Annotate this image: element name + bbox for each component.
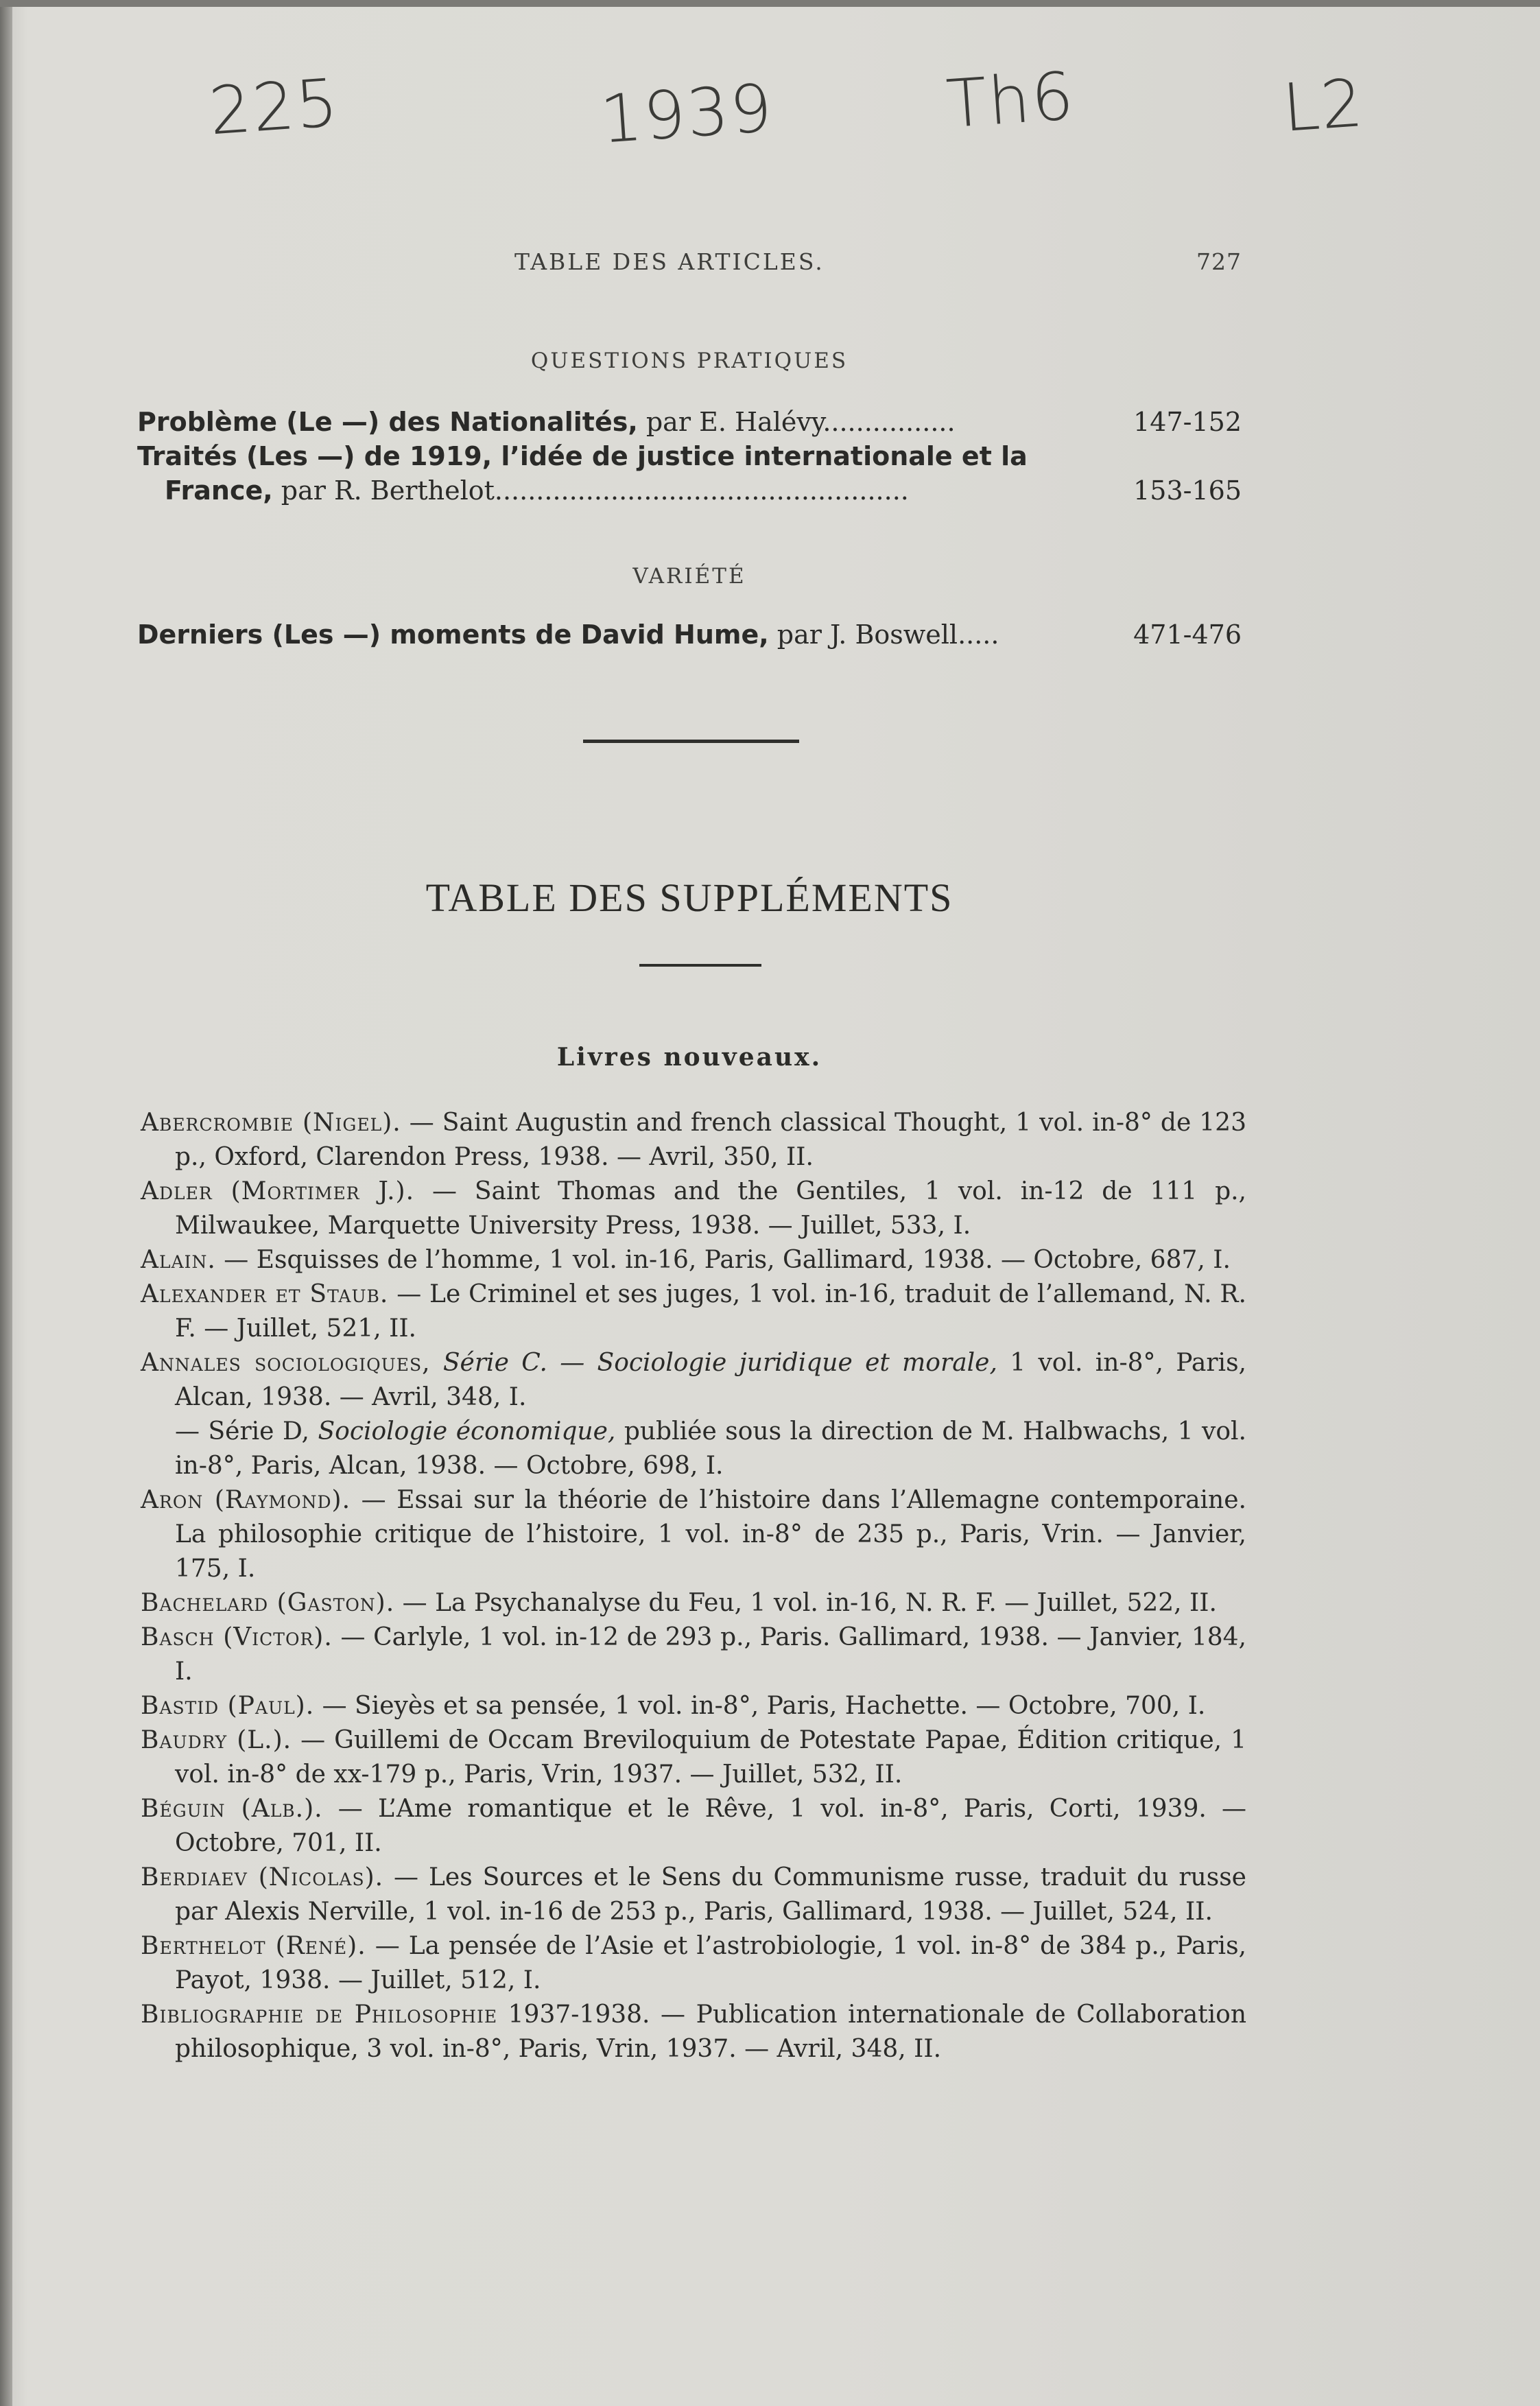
article-entry (137, 405, 1242, 439)
item-text: — La Psychanalyse du Feu, 1 vol. in-16, N. R. F. — Juillet, 522, II. (394, 1589, 1217, 1617)
list-item (141, 1346, 1246, 1415)
entry-pages: 147-152 (1133, 407, 1242, 437)
entry-author: par R. Berthelot (272, 475, 495, 506)
item-text: — Les Sources et le Sens du Communisme russe, traduit du russe par Alexis Nerville, 1 vol. in-16 de 253 p., Paris, Gallimard, 1938. — Juillet, 524, II. (175, 1863, 1246, 1926)
handwritten-note: 225 (206, 64, 342, 150)
list-item (141, 1723, 1246, 1792)
top-edge (0, 0, 1540, 7)
handwritten-code: Th6 (944, 57, 1078, 143)
item-author: Aron (Raymond). (141, 1486, 351, 1514)
entry-author: par E. Halévy (637, 407, 823, 437)
item-text: — Saint Augustin and french classical Thought, 1 vol. in-8° de 123 p., Oxford, Clarendon Press, 1938. — Avril, 350, II. (175, 1109, 1246, 1171)
item-text: — L’Ame romantique et le Rêve, 1 vol. in-8°, Paris, Corti, 1939. — Octobre, 701, II. (175, 1795, 1246, 1857)
item-author: Adler (Mortimer J.). (141, 1177, 415, 1205)
item-text: — Saint Thomas and the Gentiles, 1 vol. in-12 de 111 p., Milwaukee, Marquette University Press, 1938. — Juillet, 533, I. (175, 1177, 1246, 1240)
divider-rule-short (639, 964, 761, 967)
list-item (141, 1277, 1246, 1346)
page-number: 727 (1196, 248, 1242, 275)
entry-pages: 153-165 (1133, 475, 1242, 506)
item-author: Béguin (Alb.). (141, 1795, 323, 1823)
list-item (141, 1483, 1246, 1586)
running-title: TABLE DES ARTICLES. (514, 248, 825, 275)
item-author: Annales sociologiques, (141, 1349, 431, 1377)
item-author: Bastid (Paul). (141, 1692, 315, 1720)
item-prefix: — Série D, (175, 1417, 318, 1446)
item-author: Berdiaev (Nicolas). (141, 1863, 384, 1891)
item-author: Baudry (L.). (141, 1726, 292, 1754)
list-item (141, 1998, 1246, 2066)
divider-rule (583, 740, 799, 743)
section-heading-questions: QUESTIONS PRATIQUES (530, 349, 849, 373)
list-item (141, 1861, 1246, 1929)
handwritten-year: 1939 (597, 69, 776, 158)
entry-title: Traités (Les —) de 1919, l’idée de justice internationale et la (137, 441, 1028, 471)
supplements-subtitle: Livres nouveaux. (556, 1043, 822, 1072)
item-text: — La pensée de l’Asie et l’astrobiologie, 1 vol. in-8° de 384 p., Paris, Payot, 1938. — Juillet, 512, I. (175, 1932, 1246, 1994)
article-entry (137, 439, 1242, 508)
item-text: 1 vol. in-8°, Paris, Alcan, 1938. — Avril, 348, I. (175, 1349, 1246, 1411)
entry-title-cont: France, (165, 475, 273, 506)
list-item (141, 1792, 1246, 1861)
item-text: — Carlyle, 1 vol. in-12 de 293 p., Paris. Gallimard, 1938. — Janvier, 184, I. (175, 1623, 1246, 1686)
entry-leader: .................................................. (494, 475, 909, 506)
item-author: Bibliographie de Philosophie (141, 2001, 498, 2029)
article-entry (137, 617, 1242, 652)
entry-title: Derniers (Les —) moments de David Hume, (137, 620, 769, 650)
supplements-title: TABLE DES SUPPLÉMENTS (425, 875, 953, 920)
handwritten-mark: L2 (1280, 64, 1367, 147)
entry-leader: ................ (822, 407, 956, 437)
entry-pages: 471-476 (1133, 620, 1242, 650)
list-item (141, 1929, 1246, 1998)
item-italic: Série C. — Sociologie juridique et morale, (430, 1349, 997, 1377)
item-author: Basch (Victor). (141, 1623, 333, 1651)
item-author: Alexander et Staub. (141, 1280, 389, 1308)
item-text: — Esquisses de l’homme, 1 vol. in-16, Paris, Gallimard, 1938. — Octobre, 687, I. (215, 1246, 1231, 1274)
item-text: publiée sous la direction de M. Halbwachs, 1 vol. in-8°, Paris, Alcan, 1938. — Octobre, 698, I. (175, 1417, 1246, 1480)
book-list (141, 1106, 1246, 2066)
item-author: Bachelard (Gaston). (141, 1589, 395, 1617)
list-item (141, 1175, 1246, 1243)
entry-author: par J. Boswell..... (768, 620, 999, 650)
section-heading-variete: VARIÉTÉ (632, 564, 746, 589)
item-text: — Sieyès et sa pensée, 1 vol. in-8°, Paris, Hachette. — Octobre, 700, I. (314, 1692, 1206, 1720)
list-item (141, 1586, 1246, 1620)
item-text: 1937-1938. — Publication internationale de Collaboration philosophique, 3 vol. in-8°, Paris, Vrin, 1937. — Avril, 348, II. (175, 2001, 1247, 2063)
list-item (141, 1243, 1246, 1277)
list-item (141, 1689, 1246, 1723)
item-author: Berthelot (René). (141, 1932, 366, 1960)
item-author: Alain. (141, 1246, 216, 1274)
list-item (141, 1620, 1246, 1689)
item-text: — Essai sur la théorie de l’histoire dans l’Allemagne contemporaine. La philosophie critique de l’histoire, 1 vol. in-8° de 235 p., Paris, Vrin. — Janvier, 175, I. (175, 1486, 1246, 1583)
item-text: — Le Criminel et ses juges, 1 vol. in-16, traduit de l’allemand, N. R. F. — Juillet, 521, II. (175, 1280, 1246, 1343)
list-item (141, 1106, 1246, 1175)
item-italic: Sociologie économique, (318, 1417, 616, 1446)
entry-title: Problème (Le —) des Nationalités, (137, 407, 638, 437)
item-author: Abercrombie (Nigel). (141, 1109, 401, 1137)
list-item (141, 1415, 1246, 1483)
item-text: — Guillemi de Occam Breviloquium de Potestate Papae, Édition critique, 1 vol. in-8° de xx-179 p., Paris, Vrin, 1937. — Juillet, 532, II. (175, 1726, 1246, 1789)
binding-edge (0, 0, 12, 2406)
